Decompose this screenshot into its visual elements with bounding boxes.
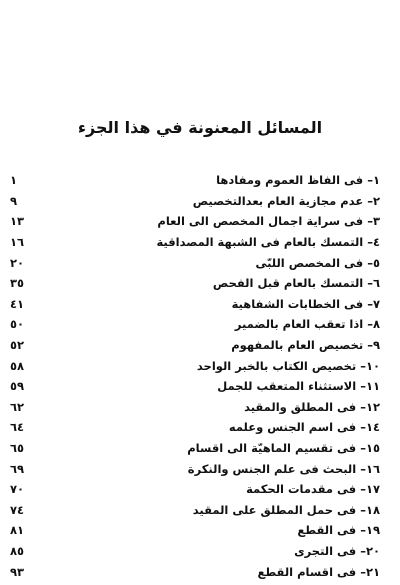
toc-row [10, 438, 380, 459]
toc-row [10, 191, 380, 212]
toc-entry-label: ٢– عدم مجازية العام بعدالتخصيص [192, 193, 380, 208]
toc-row [10, 170, 380, 191]
toc-row [10, 252, 380, 273]
toc-entry-label: ١٤– فى اسم الجنس وعلمه [228, 420, 380, 435]
toc-row [10, 211, 380, 232]
toc-page-number: ٥٩ [10, 379, 25, 394]
toc-row [10, 232, 380, 253]
toc-entry-label: ١٢– فى المطلق والمقيد [244, 399, 380, 414]
table-of-contents [10, 170, 380, 582]
toc-row [10, 458, 380, 479]
toc-page-number: ٣٥ [10, 276, 25, 291]
toc-page-number: ٨٥ [10, 543, 25, 558]
toc-row [10, 314, 380, 335]
toc-row [10, 520, 380, 541]
toc-row [10, 479, 380, 500]
toc-page-number: ٤١ [10, 296, 25, 311]
toc-entry-label: ٢٠– فى التجرى [294, 543, 380, 558]
toc-entry-label: ١٨– فى حمل المطلق على المقيد [192, 502, 380, 517]
toc-row [10, 294, 380, 315]
toc-entry-label: ١– فى الفاظ العموم ومفادها [216, 173, 380, 188]
toc-row [10, 376, 380, 397]
toc-row [10, 397, 380, 418]
toc-row [10, 561, 380, 582]
toc-page-number: ١ [10, 173, 18, 188]
toc-entry-label: ٤– التمسك بالعام فى الشبهة المصداقية [156, 235, 380, 250]
toc-entry-label: ١٦– البحث فى علم الجنس والنكرة [187, 461, 380, 476]
toc-page-number: ٦٩ [10, 461, 25, 476]
toc-row [10, 417, 380, 438]
toc-page-number: ٥٠ [10, 317, 25, 332]
toc-row [10, 541, 380, 562]
toc-page-number: ١٦ [10, 235, 25, 250]
toc-row [10, 500, 380, 521]
toc-page-number: ٨١ [10, 523, 25, 538]
toc-page-number: ٥٨ [10, 358, 25, 373]
toc-entry-label: ٥– فى المخصص اللبّى [255, 255, 380, 270]
toc-entry-label: ٣– فى سراية اجمال المخصص الى العام [157, 214, 380, 229]
toc-page-number: ٦٤ [10, 420, 25, 435]
toc-entry-label: ١٧– فى مقدمات الحكمة [246, 482, 380, 497]
toc-page-number: ٩ [10, 193, 18, 208]
toc-page-number: ٦٥ [10, 441, 25, 456]
toc-entry-label: ٨– اذا تعقب العام بالضمير [234, 317, 380, 332]
toc-page-number: ١٣ [10, 214, 25, 229]
toc-page-number: ٦٢ [10, 399, 25, 414]
toc-page-number: ٥٢ [10, 338, 25, 353]
toc-entry-label: ١٥– فى تقسيم الماهيّة الى اقسام [187, 441, 380, 456]
toc-row [10, 273, 380, 294]
toc-row [10, 335, 380, 356]
page-title: المسائل المعنونة في هذا الجزء [77, 118, 323, 137]
toc-page-number: ٢٠ [10, 255, 25, 270]
toc-row [10, 355, 380, 376]
toc-entry-label: ٧– فى الخطابات الشفاهية [231, 296, 380, 311]
toc-entry-label: ١١– الاستثناء المتعقب للجمل [217, 379, 380, 394]
toc-entry-label: ١٠– تخصيص الكتاب بالخبر الواحد [196, 358, 380, 373]
toc-entry-label: ٦– التمسك بالعام قبل الفحص [212, 276, 380, 291]
toc-entry-label: ٩– تخصيص العام بالمفهوم [231, 338, 380, 353]
toc-page-number: ٧٤ [10, 502, 25, 517]
toc-page-number: ٧٠ [10, 482, 25, 497]
toc-page-number: ٩٣ [10, 564, 25, 579]
toc-entry-label: ١٩– فى القطع [297, 523, 380, 538]
toc-entry-label: ٢١– فى اقسام القطع [257, 564, 380, 579]
